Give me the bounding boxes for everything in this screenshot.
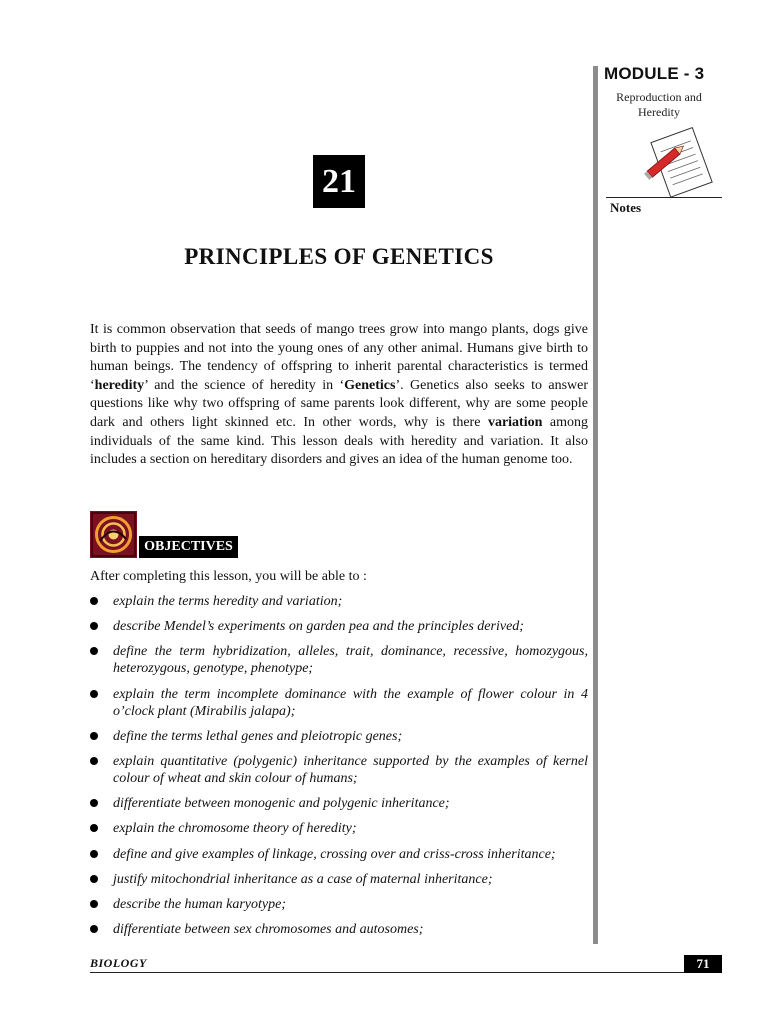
- bullet-icon: [90, 925, 98, 933]
- objective-item: [90, 686, 588, 720]
- bullet-icon: [90, 850, 98, 858]
- objectives-lead: After completing this lesson, you will be able to :: [90, 569, 367, 584]
- objective-item: [90, 820, 588, 837]
- objective-text: explain the chromosome theory of heredity;: [113, 821, 357, 837]
- intro-text-3: ’. Genetics also seeks to answer questions like why two offspring of same parents look different, why are some people dark and others light skinned etc. In other words, why is there: [90, 377, 588, 430]
- objectives-label: OBJECTIVES: [139, 536, 238, 558]
- bullet-icon: [90, 647, 98, 655]
- objective-text: define the term hybridization, alleles, trait, dominance, recessive, homozygous, heterozygous, genotype, phenotype;: [113, 644, 588, 677]
- intro-paragraph: [90, 321, 588, 470]
- notes-label: Notes: [610, 200, 642, 215]
- term-variation: variation: [487, 414, 543, 430]
- intro-text-2: ’ and the science of heredity in ‘: [144, 377, 345, 393]
- bullet-icon: [90, 900, 98, 908]
- objective-item: [90, 896, 588, 913]
- objective-text: differentiate between sex chromosomes and autosomes;: [113, 922, 424, 938]
- objective-text: describe Mendel’s experiments on garden pea and the principles derived;: [113, 619, 524, 635]
- objective-item: [90, 618, 588, 635]
- objective-item: [90, 753, 588, 787]
- objective-text: explain the terms heredity and variation;: [113, 594, 343, 609]
- objective-text: define and give examples of linkage, crossing over and criss-cross inheritance;: [113, 846, 556, 862]
- module-title: MODULE - 3: [604, 64, 705, 83]
- margin-rule: [593, 66, 598, 944]
- term-genetics: Genetics: [344, 377, 396, 393]
- objective-item: [90, 643, 588, 677]
- objective-item: [90, 593, 588, 610]
- objective-text: justify mitochondrial inheritance as a case of maternal inheritance;: [113, 871, 493, 887]
- bullet-icon: [90, 799, 98, 807]
- objective-text: describe the human karyotype;: [113, 896, 286, 912]
- chapter-title: PRINCIPLES OF GENETICS: [184, 244, 494, 269]
- notepad-pencil-icon: [640, 124, 720, 204]
- objective-item: [90, 846, 588, 863]
- objective-text: differentiate between monogenic and polygenic inheritance;: [113, 796, 450, 812]
- objective-item: [90, 921, 588, 938]
- objective-item: [90, 871, 588, 888]
- bullet-icon: [90, 732, 98, 740]
- objective-item: [90, 795, 588, 812]
- bullet-icon: [90, 622, 98, 630]
- objectives-target-icon: [90, 511, 137, 558]
- objective-text: explain quantitative (polygenic) inheritance supported by the examples of kernel colour of wheat and skin colour of humans;: [113, 753, 588, 786]
- module-subject: [600, 90, 718, 120]
- bullet-icon: [90, 757, 98, 765]
- intro-text-1: It is common observation that seeds of mango trees grow into mango plants, dogs give birth to puppies and not into the young ones of any other animal. Humans give birth to human beings. The tendency of offspring to inherit parental characteristics is termed ‘: [90, 322, 588, 393]
- bullet-icon: [90, 690, 98, 698]
- notes-divider: [606, 197, 722, 198]
- footer-rule: [90, 972, 722, 973]
- objective-item: [90, 728, 588, 745]
- page-number: 71: [684, 955, 722, 973]
- bullet-icon: [90, 597, 98, 605]
- objectives-list: [90, 593, 588, 946]
- objective-text: explain the term incomplete dominance with the example of flower colour in 4 o’clock plant (Mirabilis jalapa);: [113, 686, 588, 719]
- objective-text: define the terms lethal genes and pleiotropic genes;: [113, 728, 403, 744]
- bullet-icon: [90, 824, 98, 832]
- term-heredity: heredity: [94, 377, 145, 393]
- footer-subject: BIOLOGY: [90, 956, 147, 970]
- chapter-number: 21: [313, 155, 365, 208]
- intro-text-4: among individuals of the same kind. This lesson deals with heredity and variation. It also includes a section on hereditary disorders and gives an idea of the human genome too.: [90, 414, 588, 468]
- module-subject-line1: Reproduction and: [616, 90, 702, 104]
- bullet-icon: [90, 875, 98, 883]
- module-subject-line2: Heredity: [638, 105, 680, 119]
